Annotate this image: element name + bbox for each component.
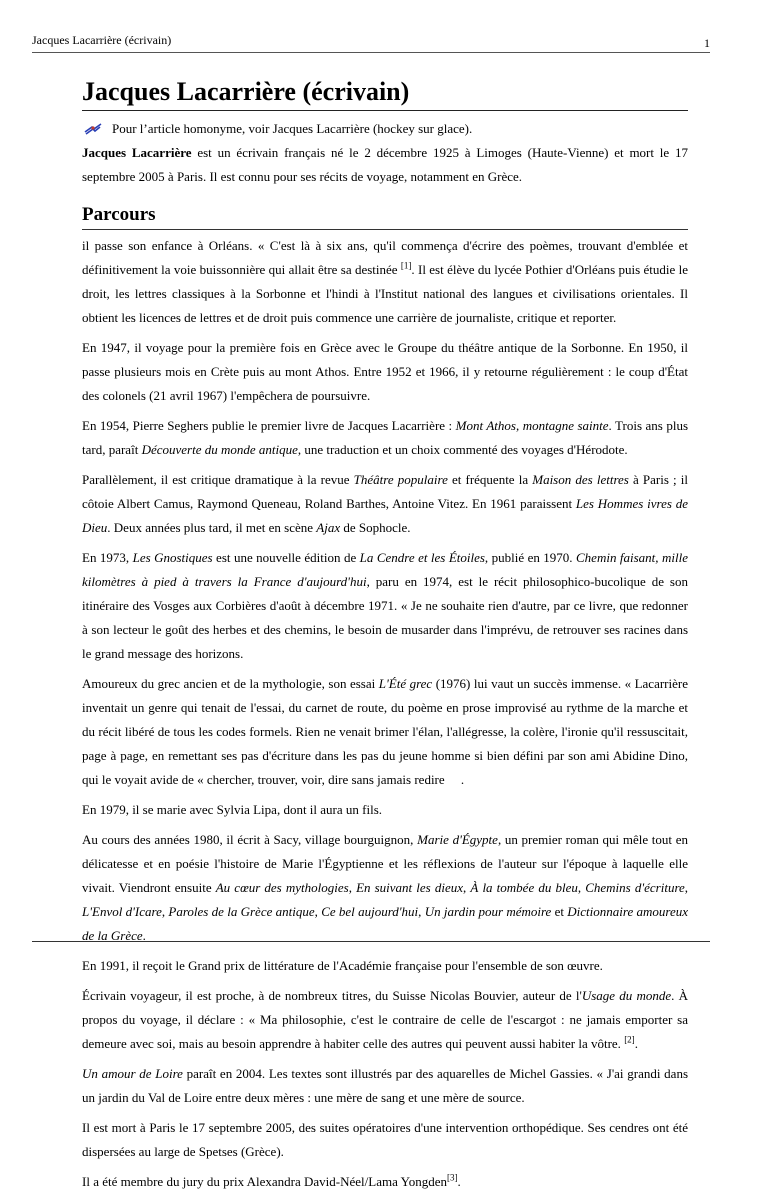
section-rule <box>82 229 688 230</box>
paragraph: En 1991, il reçoit le Grand prix de littérature de l'Académie française pour l'ensemble de son œuvre. <box>82 958 603 973</box>
text: Parallèlement, il est critique dramatique à la revue <box>82 472 354 487</box>
text: il passe son enfance à Orléans. « C'est là à six ans, qu'il commença d'écrire des poèmes, trouvant d'emblée et définitivement la voie buissonnière qui allait être sa destinée <box>82 238 688 277</box>
book-title: Chemins d'écriture <box>585 880 685 895</box>
book-title: Les Gnostiques <box>132 550 213 565</box>
paragraph: En 1979, il se marie avec Sylvia Lipa, dont il aura un fils. <box>82 802 383 817</box>
book-title: Ce bel aujourd'hui <box>321 904 419 919</box>
text: . <box>634 1036 638 1051</box>
article-body <box>82 72 692 1200</box>
paragraph <box>82 414 688 462</box>
paragraph <box>82 1170 688 1194</box>
book-title: Mont Athos, montagne sainte <box>455 418 609 433</box>
lead-subject: Jacques Lacarrière <box>82 145 192 160</box>
book-title: Découverte du monde antique <box>141 442 298 457</box>
text: . <box>142 928 146 943</box>
footnote-ref[interactable]: [1] <box>400 260 412 271</box>
separator: , <box>161 904 169 919</box>
paragraph <box>82 984 688 1056</box>
paragraph <box>82 234 688 330</box>
text: et fréquente la <box>447 472 533 487</box>
text: . <box>457 1174 461 1189</box>
book-title: Un jardin pour mémoire <box>424 904 552 919</box>
text: , paru en 1974, est le récit philosophico-bucolique de son itinéraire des Vosges aux Corbières d'août à décembre 1971. « Je ne souhaite rien d'autre, par ce livre, que redonner à son lecteur le goût des herbes et des chemins, le besoin de musarder dans l'imprévu, de retrouver ses racines dans le grand message des horizons. <box>82 574 688 661</box>
book-title: Au cœur des mythologies <box>215 880 349 895</box>
book-title: Ajax <box>316 520 341 535</box>
text: paraît en 2004. Les textes sont illustrés par des aquarelles de Michel Gassies. « J'ai grandi dans un jardin du Val de Loire entre deux mères : une mère de sang et une mère de source. <box>82 1066 688 1105</box>
book-title: Dictionnaire amoureux de la Grèce <box>82 904 689 943</box>
text: , une traduction et un choix commenté des voyages d'Hérodote. <box>297 442 628 457</box>
lead-paragraph <box>82 141 688 189</box>
book-title: Théâtre populaire <box>353 472 448 487</box>
page-title: Jacques Lacarrière (écrivain) <box>82 77 410 106</box>
paragraph <box>82 672 692 792</box>
footnote-ref[interactable]: [2] <box>624 1034 635 1045</box>
page-number: 1 <box>704 36 710 50</box>
separator: , <box>418 904 425 919</box>
book-title: La Cendre et les Étoiles <box>359 550 485 565</box>
text: En 1973, <box>82 550 133 565</box>
separator: et <box>551 904 568 919</box>
text: , un premier roman qui mêle tout en délicatesse et en poésie l'histoire de Marie l'Égyptienne et les réflexions de l'auteur sur l'époque à laquelle elle vivait. Viendront ensuite <box>82 832 688 895</box>
separator: , <box>463 880 471 895</box>
book-title: En suivant les dieux <box>356 880 464 895</box>
paragraph <box>82 828 688 948</box>
text: Écrivain voyageur, il est proche, à de nombreux titres, du Suisse Nicolas Bouvier, auteur de l' <box>82 988 582 1003</box>
separator: , <box>577 880 586 895</box>
text: de Sophocle. <box>340 520 411 535</box>
paragraph <box>82 1062 688 1110</box>
book-title: Paroles de la Grèce antique <box>168 904 315 919</box>
title-rule <box>82 110 688 111</box>
book-title: L'Été grec <box>378 676 433 691</box>
book-title: À la tombée du bleu <box>470 880 578 895</box>
footer-rule <box>32 941 710 942</box>
text: Il a été membre du jury du prix Alexandra David-Néel/Lama Yongden <box>82 1174 447 1189</box>
separator: , <box>684 880 689 895</box>
running-head: Jacques Lacarrière (écrivain) <box>32 33 172 47</box>
section-heading: Parcours <box>82 204 156 225</box>
hatnote <box>82 117 688 141</box>
footnote-ref[interactable]: [3] <box>446 1172 458 1183</box>
text: Amoureux du grec ancien et de la mythologie, son essai <box>82 676 379 691</box>
book-title: Marie d'Égypte <box>417 832 498 847</box>
text: . Deux années plus tard, il met en scène <box>107 520 317 535</box>
book-title: Usage du monde <box>581 988 672 1003</box>
lead-text: est un écrivain français né le 2 décembre 1925 à Limoges (Haute-Vienne) et mort le 17 septembre 2005 à Paris. Il est connu pour ses récits de voyage, notamment en Grèce. <box>82 145 688 184</box>
text: à Paris ; il côtoie Albert Camus, Raymond Queneau, Roland Barthes, Antoine Vitez. En 1961 paraissent <box>82 472 689 511</box>
book-title: Maison des lettres <box>532 472 629 487</box>
paragraph: Il est mort à Paris le 17 septembre 2005, des suites opératoires d'une intervention orthopédique. Ses cendres ont été dispersées au large de Spetses (Grèce). <box>82 1120 688 1159</box>
text: . À propos du voyage, il déclare : « Ma philosophie, c'est le contraire de celle de l'escargot : ne jamais emporter sa demeure avec soi, mais au besoin apprendre à habiter celle des autres qui peuvent aussi habiter la vôtre. <box>82 988 689 1051</box>
paragraph: En 1947, il voyage pour la première fois en Grèce avec le Groupe du théâtre antique de la Sorbonne. En 1950, il passe plusieurs mois en Crète puis au mont Athos. Entre 1952 et 1966, il y retourne régulièrement : le coup d'État des colonels (21 avril 1967) l'empêchera de poursuivre. <box>82 340 688 403</box>
separator: , <box>348 880 357 895</box>
header-rule <box>32 52 710 53</box>
disambiguation-icon <box>84 123 102 135</box>
book-title: Chemin faisant, mille kilomètres à pied à travers la France d'aujourd'hui <box>82 550 688 589</box>
book-title: Un amour de Loire <box>82 1066 183 1081</box>
book-title: L'Envol d'Icare <box>82 904 162 919</box>
text: est une nouvelle édition de <box>212 550 360 565</box>
text: . Il est élève du lycée Pothier d'Orléans puis étudie le droit, les lettres classiques à la Sorbonne et l'hindi à l'Institut national des langues et civilisations orientales. Il obtient les licences de lettres et de droit puis commence une carrière de journaliste, critique et reporter. <box>82 262 688 325</box>
separator: , <box>314 904 322 919</box>
text: (1976) lui vaut un succès immense. « Lacarrière inventait un genre qui tenait de l'essai, du carnet de route, du poème en prose improvisé au rythme de la marche et du récit libéré de tous les codes formels. Rien ne venait brimer l'élan, l'allégresse, la colère, l'ironie qu'il ressuscitait, page à page, en remettant ses pas d'écriture dans les pas du jeune homme si bien défini par son ami Abidine Dino, qui le voyait avide de « chercher, trouver, voir, dire sans jamais redire . <box>82 676 692 787</box>
text: , publié en 1970. <box>484 550 576 565</box>
book-title: Les Hommes ivres de Dieu <box>82 496 688 535</box>
text: . Trois ans plus tard, paraît <box>82 418 688 457</box>
paragraph <box>82 546 688 666</box>
hatnote-text: Pour l’article homonyme, voir Jacques Lacarrière (hockey sur glace). <box>112 121 473 136</box>
paragraph <box>82 468 688 540</box>
text: Au cours des années 1980, il écrit à Sacy, village bourguignon, <box>82 832 418 847</box>
text: En 1954, Pierre Seghers publie le premier livre de Jacques Lacarrière : <box>82 418 456 433</box>
